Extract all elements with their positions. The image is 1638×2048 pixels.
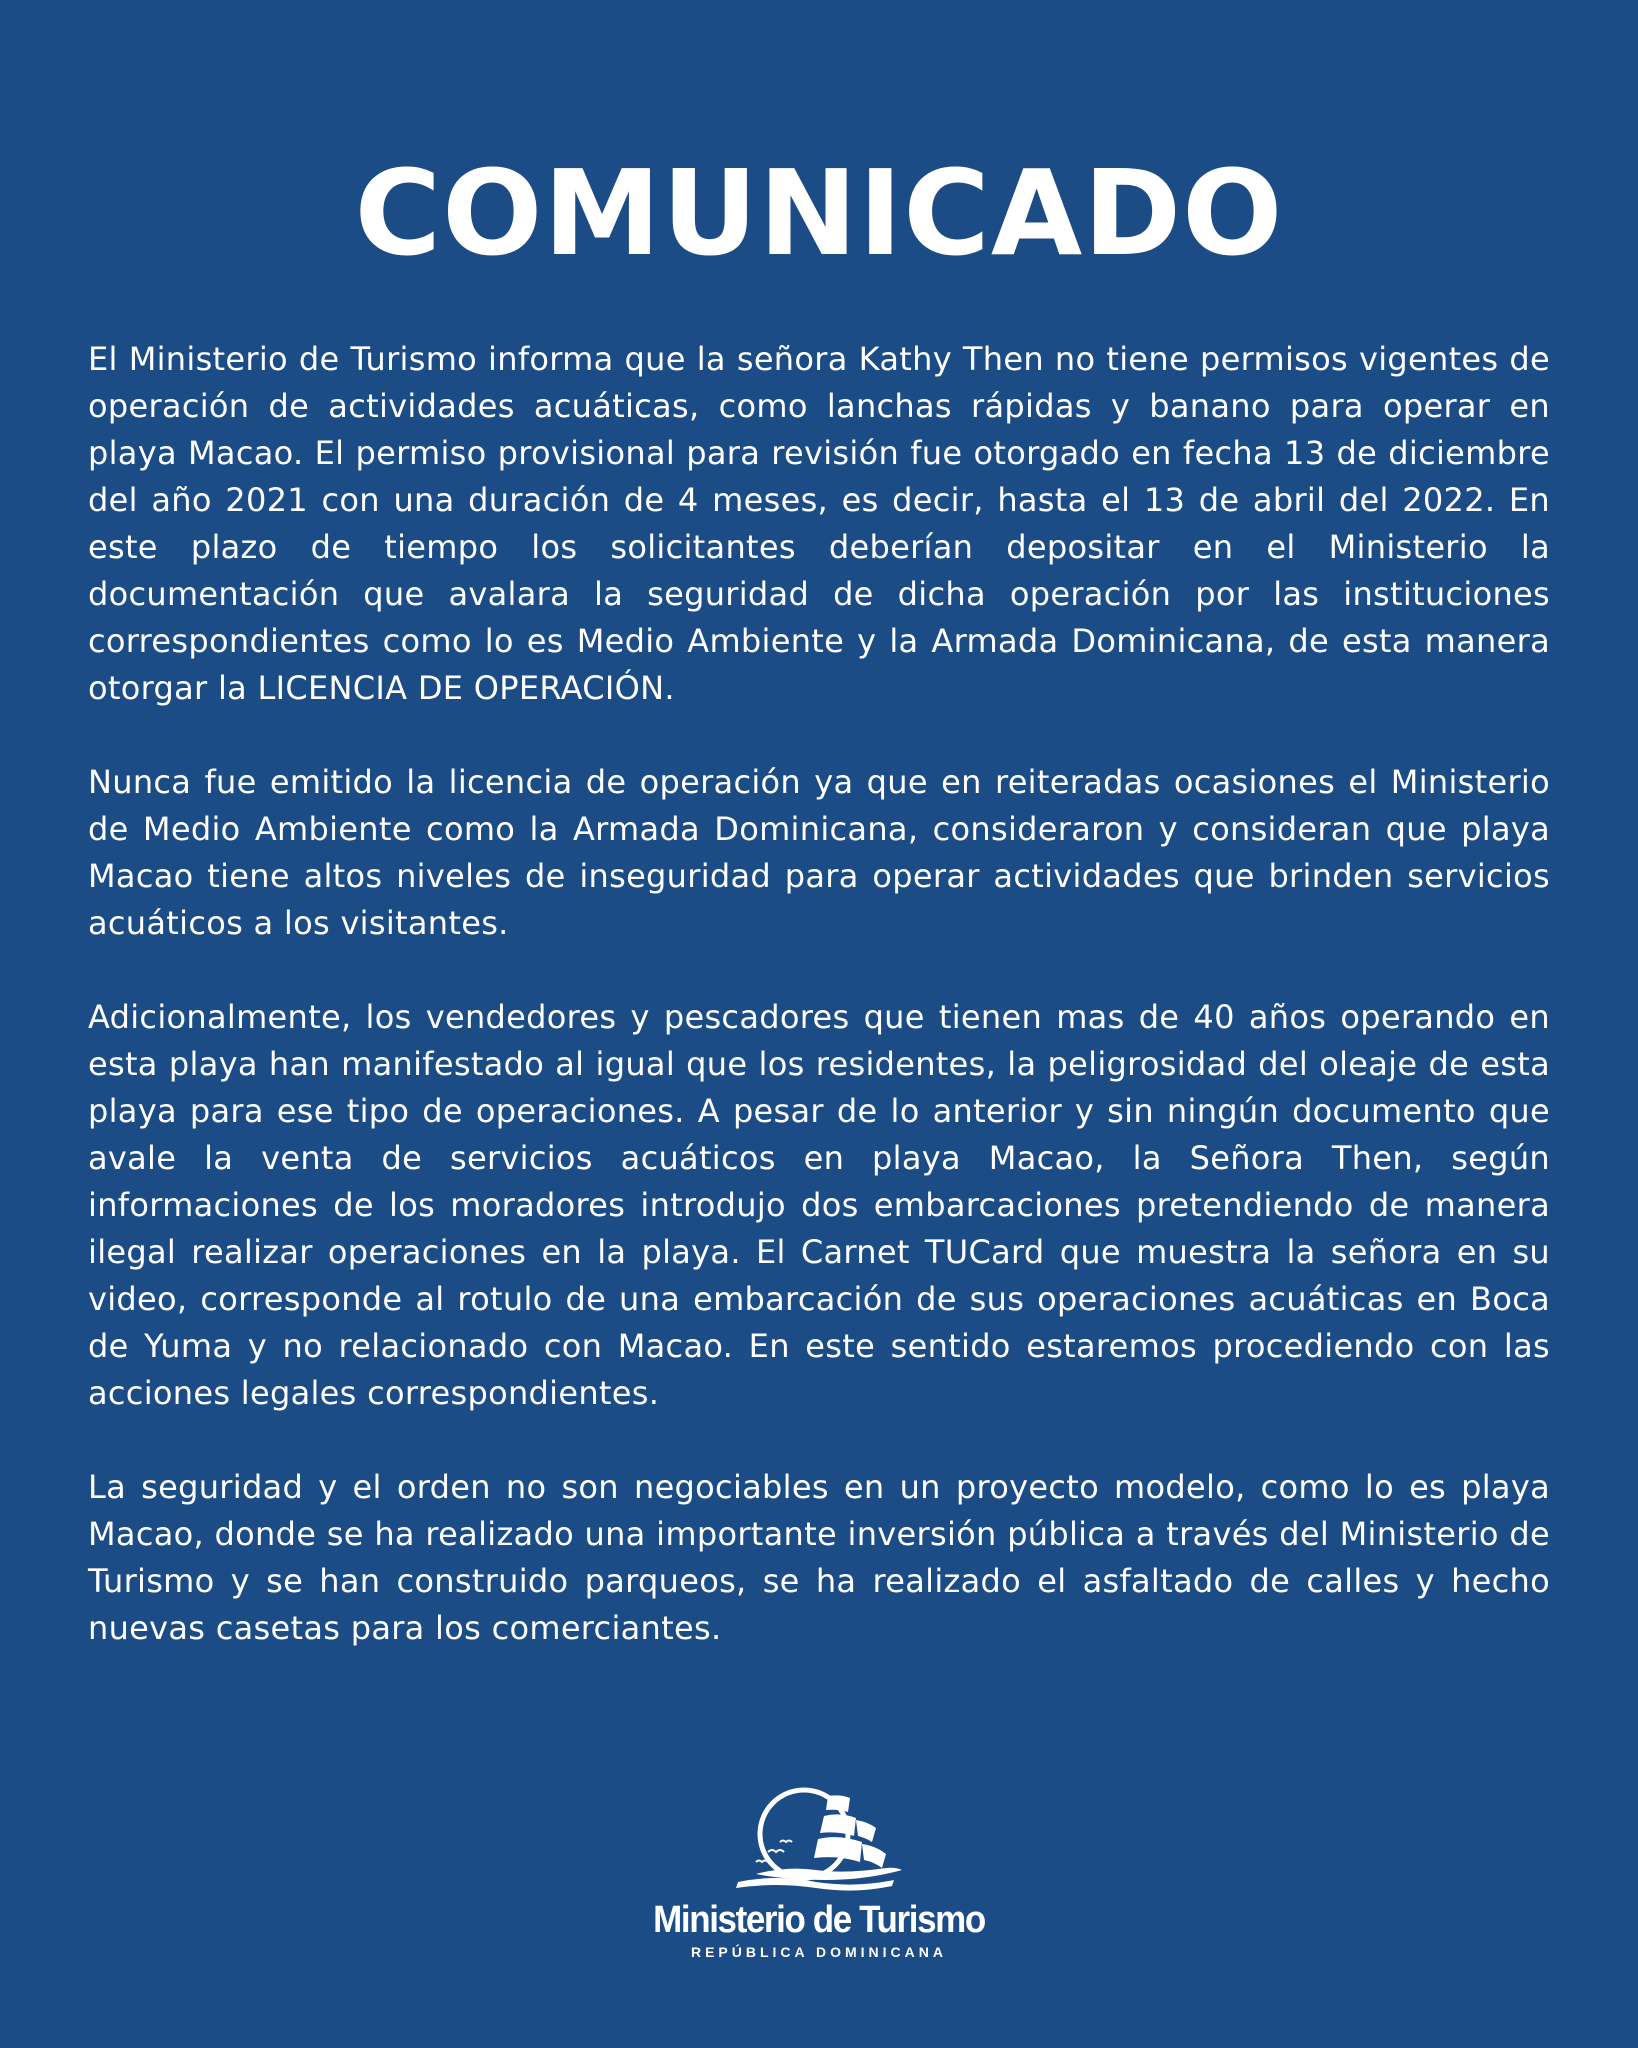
ministry-logo	[0, 1782, 1638, 1982]
paragraph-4: La seguridad y el orden no son negociables en un proyecto modelo, como lo es playa Macao, donde se ha realizado una importante inversión pública a través del Ministerio de Turismo y se han construido parqueos, se ha realizado el asfaltado de calles y hecho nuevas casetas para los comerciantes.	[88, 1468, 1550, 1647]
logo-subtitle: REPÚBLICA DOMINICANA	[690, 1944, 948, 1960]
logo-name: Ministerio de Turismo	[653, 1899, 985, 1941]
page-title: COMUNICADO	[354, 144, 1284, 282]
communique-body	[88, 336, 1550, 1699]
paragraph-2: Nunca fue emitido la licencia de operación ya que en reiteradas ocasiones el Ministerio de Medio Ambiente como la Armada Dominicana, consideraron y consideran que playa Macao tiene altos niveles de inseguridad para operar actividades que brinden servicios acuáticos a los visitantes.	[88, 763, 1550, 942]
ship-sun-logo-icon	[716, 1782, 916, 1900]
paragraph-1: El Ministerio de Turismo informa que la señora Kathy Then no tiene permisos vigentes de operación de actividades acuáticas, como lanchas rápidas y banano para operar en playa Macao. El permiso provisional para revisión fue otorgado en fecha 13 de diciembre del año 2021 con una duración de 4 meses, es decir, hasta el 13 de abril del 2022. En este plazo de tiempo los solicitantes deberían depositar en el Ministerio la documentación que avalara la seguridad de dicha operación por las instituciones correspondientes como lo es Medio Ambiente y la Armada Dominicana, de esta manera otorgar la LICENCIA DE OPERACIÓN.	[88, 340, 1550, 707]
paragraph-3: Adicionalmente, los vendedores y pescadores que tienen mas de 40 años operando en esta playa han manifestado al igual que los residentes, la peligrosidad del oleaje de esta playa para ese tipo de operaciones. A pesar de lo anterior y sin ningún documento que avale la venta de servicios acuáticos en playa Macao, la Señora Then, según informaciones de los moradores introdujo dos embarcaciones pretendiendo de manera ilegal realizar operaciones en la playa. El Carnet TUCard que muestra la señora en su video, corresponde al rotulo de una embarcación de sus operaciones acuáticas en Boca de Yuma y no relacionado con Macao. En este sentido estaremos procediendo con las acciones legales correspondientes.	[88, 998, 1550, 1412]
